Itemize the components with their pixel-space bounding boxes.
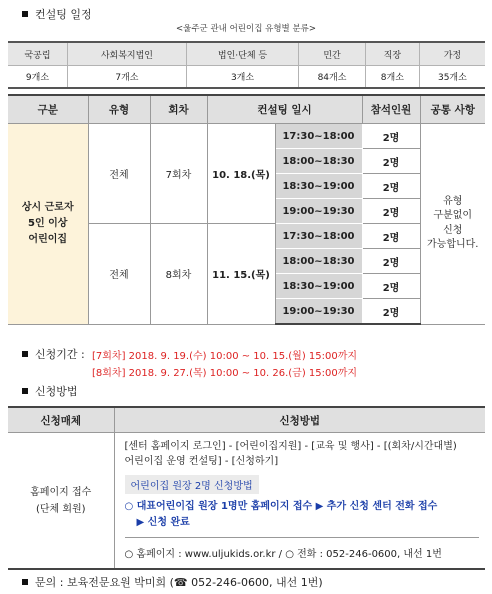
common-line: 가능합니다.	[427, 239, 479, 251]
count-cell: 2명	[362, 174, 420, 199]
count-cell: 2명	[362, 149, 420, 174]
common-line: 신청	[443, 224, 463, 236]
category-line: 상시 근로자	[21, 201, 74, 213]
header-cell: 법인·단체 등	[186, 42, 298, 66]
count-cell: 2명	[362, 249, 420, 274]
common-line: 유형	[443, 195, 463, 207]
count-cell: 2명	[362, 199, 420, 224]
header-cell: 신청방법	[114, 407, 485, 433]
common-note-cell	[420, 124, 485, 325]
time-cell: 17:30~18:00	[275, 124, 362, 149]
header-cell: 참석인원	[362, 95, 420, 124]
medium-line: (단체 회원)	[35, 503, 86, 515]
menu-path-line: 어린이집 운영 컨설팅] - [신청하기]	[124, 456, 279, 467]
category-line: 어린이집	[28, 233, 68, 245]
footer-inquiry	[22, 574, 323, 590]
menu-path-line: [센터 홈페이지 로그인] - [어린이집지원] - [교육 및 행사] - [(회차/시간대별)	[124, 441, 457, 452]
section-title: 신청기간 :	[35, 348, 85, 361]
section-title: 컨설팅 일정	[35, 8, 92, 21]
header-cell: 가정	[419, 42, 485, 66]
header-cell: 공통 사항	[420, 95, 485, 124]
daycare-type-table	[8, 41, 485, 89]
section-application-method	[22, 383, 78, 399]
value-cell: 3개소	[186, 66, 298, 89]
header-cell: 컨설팅 일시	[207, 95, 362, 124]
count-cell: 2명	[362, 124, 420, 149]
classification-note: <울주군 관내 어린이집 유형별 분류>	[175, 24, 316, 34]
time-cell: 18:00~18:30	[275, 249, 362, 274]
application-method-table	[8, 406, 485, 570]
method-cell	[114, 433, 485, 570]
date-cell: 11. 15.(목)	[207, 224, 275, 325]
section-consulting-schedule	[22, 6, 92, 22]
section-application-period	[22, 346, 85, 362]
value-cell: 9개소	[8, 66, 67, 89]
count-cell: 2명	[362, 299, 420, 325]
category-line: 5인 이상	[28, 217, 68, 229]
medium-cell	[8, 433, 114, 570]
round-cell: 7회차	[150, 124, 207, 224]
date-cell: 10. 18.(목)	[207, 124, 275, 224]
header-cell: 민간	[299, 42, 366, 66]
value-cell: 7개소	[67, 66, 186, 89]
application-steps	[125, 499, 480, 530]
step-line: ○ 대표어린이집 원장 1명만 홈페이지 접수 ▶ 추가 신청 센터 전화 접수	[124, 501, 438, 512]
bullet-square-icon	[22, 388, 28, 394]
count-cell: 2명	[362, 274, 420, 299]
schedule-line-8: [8회차] 2018. 9. 27.(목) 10:00 ~ 10. 26.(금) 15:00까지	[92, 368, 358, 379]
menu-path	[125, 439, 480, 469]
footer-text: 문의 : 보육전문요원 박미희 (☎ 052-246-0600, 내선 1번)	[35, 576, 323, 589]
header-cell: 국공립	[8, 42, 67, 66]
category-cell	[8, 124, 88, 325]
type-cell: 전체	[88, 224, 150, 325]
schedule-line-7: [7회차] 2018. 9. 19.(수) 10:00 ~ 10. 15.(월) 15:00까지	[92, 351, 358, 362]
value-cell: 35개소	[419, 66, 485, 89]
time-cell: 19:00~19:30	[275, 199, 362, 224]
header-cell: 사회복지법인	[67, 42, 186, 66]
bullet-square-icon	[22, 11, 28, 17]
bullet-square-icon	[22, 351, 28, 357]
medium-line: 홈페이지 접수	[30, 486, 92, 498]
type-cell: 전체	[88, 124, 150, 224]
contact-info: ○ 홈페이지 : www.uljukids.or.kr / ○ 전화 : 052-246-0600, 내선 1번	[125, 537, 480, 560]
header-cell: 직장	[365, 42, 419, 66]
consulting-schedule-table	[8, 94, 485, 325]
time-cell: 19:00~19:30	[275, 299, 362, 325]
highlight-label: 어린이집 원장 2명 신청방법	[125, 475, 259, 494]
time-cell: 17:30~18:00	[275, 224, 362, 249]
header-cell: 구분	[8, 95, 88, 124]
common-line: 구분없이	[433, 210, 473, 222]
time-cell: 18:30~19:00	[275, 174, 362, 199]
time-cell: 18:00~18:30	[275, 149, 362, 174]
time-cell: 18:30~19:00	[275, 274, 362, 299]
count-cell: 2명	[362, 224, 420, 249]
header-cell: 유형	[88, 95, 150, 124]
value-cell: 8개소	[365, 66, 419, 89]
section-title: 신청방법	[35, 385, 78, 398]
bullet-square-icon	[22, 579, 28, 585]
header-cell: 회차	[150, 95, 207, 124]
step-line: ▶ 신청 완료	[136, 516, 190, 528]
value-cell: 84개소	[299, 66, 366, 89]
round-cell: 8회차	[150, 224, 207, 325]
header-cell: 신청매체	[8, 407, 114, 433]
